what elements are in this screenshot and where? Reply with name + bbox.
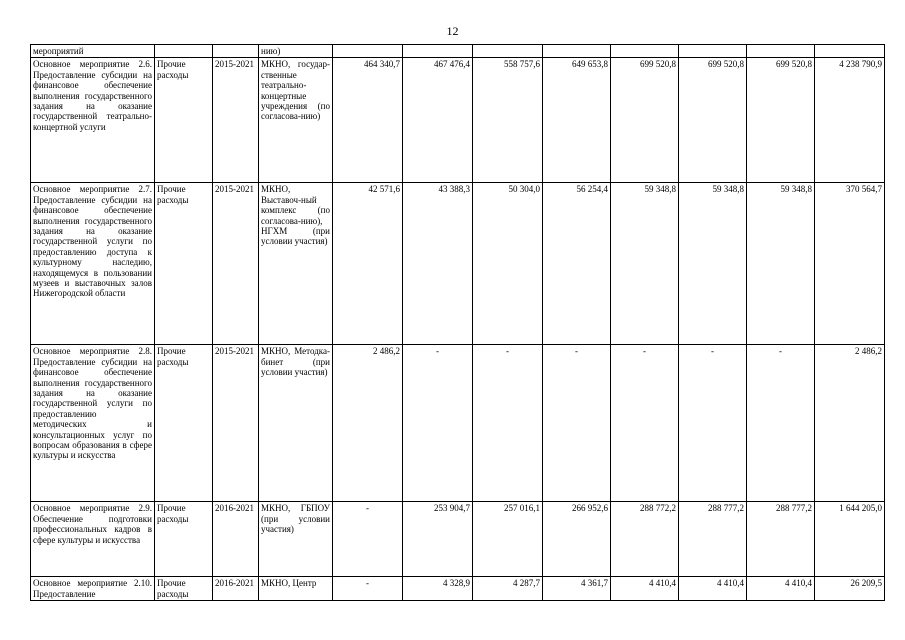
value-cell: 699 520,8: [679, 58, 747, 183]
executor-cell: МКНО, государ-ственные театрально-концертные учреждения (по согласова-нию): [259, 58, 333, 183]
measure-name-cell: Основное мероприятие 2.8. Предоставление субсидии на финансовое обеспечение выполнения государственного задания на оказание государственной услуги по предоставлению методических и консультационных услуг по вопросам образования в сфере культуры и искусства: [31, 345, 155, 502]
expense-type-cell: Прочие расходы: [155, 577, 213, 601]
expense-type-cell: Прочие расходы: [155, 345, 213, 502]
value-cell: 464 340,7: [333, 58, 403, 183]
table-row: [31, 502, 885, 577]
page-number: 12: [446, 24, 459, 38]
value-cell: [473, 45, 543, 58]
value-cell: -: [679, 345, 747, 502]
value-cell: 467 476,4: [403, 58, 473, 183]
value-cell: 50 304,0: [473, 183, 543, 345]
executor-cell: МКНО, Выставоч-ный комплекс (по согласова-нию), НГХМ (при условии участия): [259, 183, 333, 345]
value-cell: 558 757,6: [473, 58, 543, 183]
measure-name-cell: Основное мероприятие 2.9. Обеспечение подготовки профессиональных кадров в сфере культуры и искусства: [31, 502, 155, 577]
value-cell: 4 410,4: [747, 577, 815, 601]
measure-name-cell: Основное мероприятие 2.7. Предоставление субсидии на финансовое обеспечение выполнения государственного задания на оказание государственной услуги по предоставлению доступа к культурному наследию, находящемуся в пользовании музеев и выставочных залов Нижегородской области: [31, 183, 155, 345]
value-cell: 257 016,1: [473, 502, 543, 577]
total-cell: 2 486,2: [815, 345, 885, 502]
value-cell: [679, 45, 747, 58]
measure-name-cell: мероприятий: [31, 45, 155, 58]
period-cell: 2015-2021: [213, 345, 259, 502]
value-cell: [543, 45, 611, 58]
table-row: [31, 58, 885, 183]
table-row: [31, 345, 885, 502]
total-cell: 26 209,5: [815, 577, 885, 601]
value-cell: 43 388,3: [403, 183, 473, 345]
value-cell: -: [747, 345, 815, 502]
value-cell: 2 486,2: [333, 345, 403, 502]
executor-cell: нию): [259, 45, 333, 58]
value-cell: -: [473, 345, 543, 502]
value-cell: 42 571,6: [333, 183, 403, 345]
executor-cell: МКНО, ГБПОУ (при условии участия): [259, 502, 333, 577]
period-cell: 2015-2021: [213, 183, 259, 345]
value-cell: 288 772,2: [611, 502, 679, 577]
period-cell: 2016-2021: [213, 502, 259, 577]
value-cell: 253 904,7: [403, 502, 473, 577]
total-cell: [815, 45, 885, 58]
budget-table: [30, 44, 885, 601]
measure-name-cell: Основное мероприятие 2.10. Предоставление: [31, 577, 155, 601]
value-cell: 59 348,8: [679, 183, 747, 345]
value-cell: 59 348,8: [747, 183, 815, 345]
table-row-continuation: [31, 45, 885, 58]
total-cell: 370 564,7: [815, 183, 885, 345]
value-cell: 4 287,7: [473, 577, 543, 601]
value-cell: 4 410,4: [611, 577, 679, 601]
value-cell: [747, 45, 815, 58]
value-cell: -: [333, 502, 403, 577]
expense-type-cell: Прочие расходы: [155, 183, 213, 345]
value-cell: 56 254,4: [543, 183, 611, 345]
value-cell: [333, 45, 403, 58]
value-cell: 288 777,2: [679, 502, 747, 577]
measure-name-cell: Основное мероприятие 2.6. Предоставление субсидии на финансовое обеспечение выполнения государственного задания на оказание государственной театрально-концертной услуги: [31, 58, 155, 183]
total-cell: 4 238 790,9: [815, 58, 885, 183]
value-cell: -: [543, 345, 611, 502]
value-cell: 266 952,6: [543, 502, 611, 577]
period-cell: [213, 45, 259, 58]
value-cell: 649 653,8: [543, 58, 611, 183]
executor-cell: МКНО, Методка-бинет (при условии участия): [259, 345, 333, 502]
value-cell: [403, 45, 473, 58]
value-cell: 699 520,8: [747, 58, 815, 183]
value-cell: -: [403, 345, 473, 502]
table-row: [31, 183, 885, 345]
value-cell: -: [611, 345, 679, 502]
value-cell: 4 328,9: [403, 577, 473, 601]
table-row: [31, 577, 885, 601]
period-cell: 2015-2021: [213, 58, 259, 183]
value-cell: 699 520,8: [611, 58, 679, 183]
executor-cell: МКНО, Центр: [259, 577, 333, 601]
period-cell: 2016-2021: [213, 577, 259, 601]
value-cell: -: [333, 577, 403, 601]
value-cell: 288 777,2: [747, 502, 815, 577]
value-cell: 59 348,8: [611, 183, 679, 345]
expense-type-cell: Прочие расходы: [155, 58, 213, 183]
expense-type-cell: [155, 45, 213, 58]
value-cell: 4 361,7: [543, 577, 611, 601]
value-cell: 4 410,4: [679, 577, 747, 601]
total-cell: 1 644 205,0: [815, 502, 885, 577]
expense-type-cell: Прочие расходы: [155, 502, 213, 577]
value-cell: [611, 45, 679, 58]
